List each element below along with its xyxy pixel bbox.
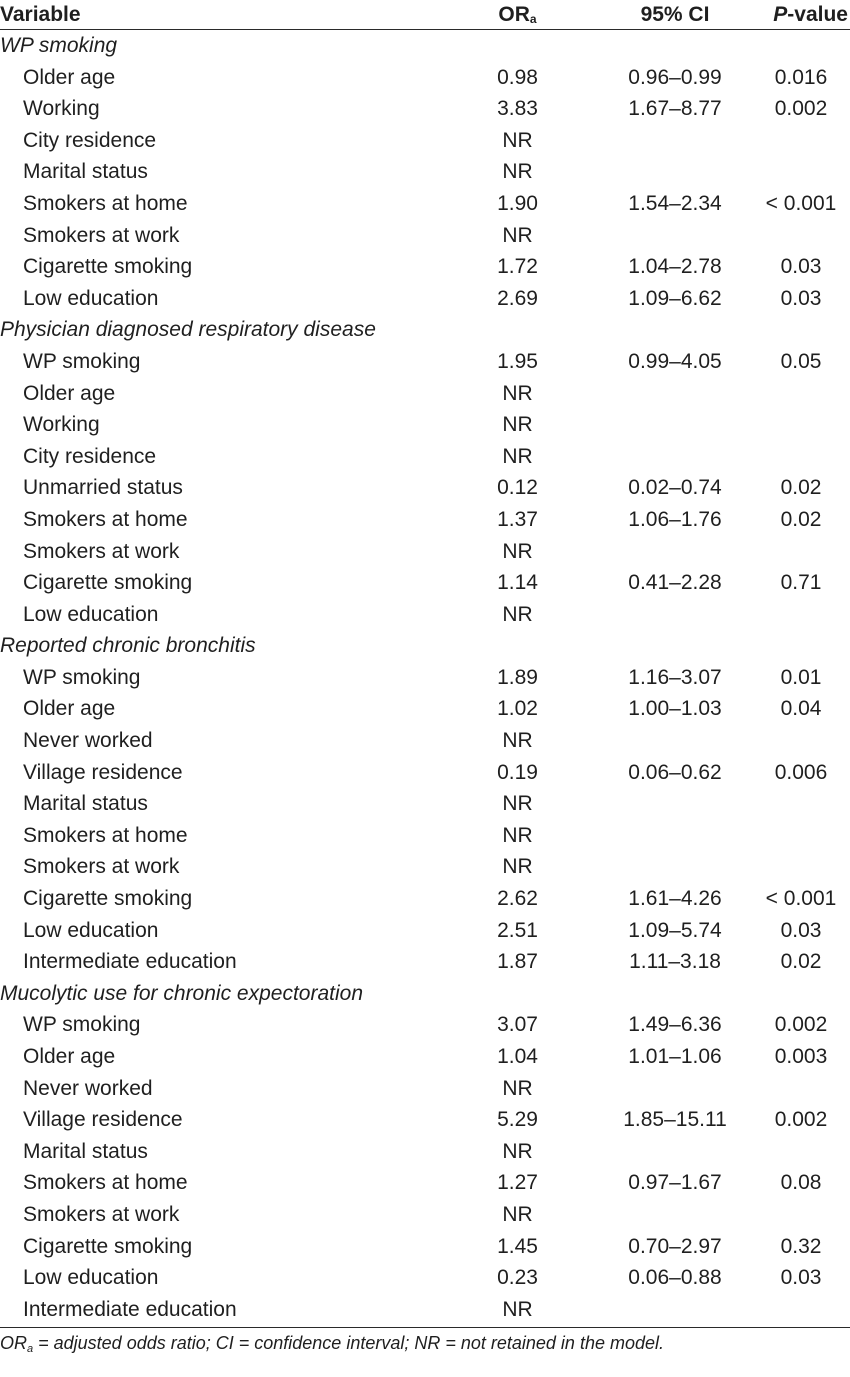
cell-variable: Working [23, 413, 100, 437]
cell-variable: Working [23, 97, 100, 121]
cell-p-value: < 0.001 [765, 191, 837, 215]
table-row [0, 504, 850, 536]
cell-odds-ratio: 1.89 [497, 665, 538, 689]
cell-odds-ratio: 3.83 [497, 97, 538, 121]
cell-odds-ratio: 2.51 [497, 918, 538, 942]
table-row [0, 409, 850, 441]
cell-odds-ratio: 2.69 [497, 286, 538, 310]
cell-odds-ratio: NR [502, 792, 533, 816]
table-row [0, 946, 850, 978]
cell-variable: Smokers at work [23, 855, 180, 879]
cell-variable: Marital status [23, 1139, 148, 1163]
cell-odds-ratio: NR [502, 413, 533, 437]
cell-variable: Low education [23, 602, 159, 626]
table-row [0, 883, 850, 915]
section-title: Mucolytic use for chronic expectoration [0, 981, 363, 1005]
cell-odds-ratio: NR [502, 160, 533, 184]
table-footnote [0, 1330, 850, 1362]
table-row [0, 662, 850, 694]
cell-p-value: 0.05 [780, 349, 822, 373]
table-row [0, 1041, 850, 1073]
cell-odds-ratio: 0.98 [497, 65, 538, 89]
cell-confidence-interval: 1.61–4.26 [628, 887, 722, 911]
cell-variable: WP smoking [23, 665, 141, 689]
header-variable: Variable [0, 3, 81, 26]
table-row [0, 599, 850, 631]
cell-variable: Smokers at home [23, 823, 188, 847]
cell-variable: Village residence [23, 760, 183, 784]
cell-variable: Marital status [23, 160, 148, 184]
cell-confidence-interval: 0.02–0.74 [628, 476, 722, 500]
cell-variable: Low education [23, 918, 159, 942]
cell-odds-ratio: NR [502, 223, 533, 247]
cell-variable: City residence [23, 128, 157, 152]
cell-p-value: 0.03 [780, 255, 822, 279]
cell-p-value: 0.016 [774, 65, 828, 89]
cell-confidence-interval: 0.41–2.28 [628, 571, 722, 595]
cell-confidence-interval: 1.09–5.74 [628, 918, 722, 942]
cell-odds-ratio: 1.14 [497, 571, 538, 595]
table-row [0, 156, 850, 188]
table-row [0, 346, 850, 378]
cell-odds-ratio: 3.07 [497, 1013, 538, 1037]
section-title: WP smoking [0, 34, 118, 57]
cell-odds-ratio: 1.95 [497, 349, 538, 373]
cell-odds-ratio: 0.23 [497, 1266, 538, 1290]
footnote-or-main: OR [0, 1333, 27, 1354]
cell-variable: Low education [23, 1266, 159, 1290]
section-title: Physician diagnosed respiratory disease [0, 318, 376, 342]
cell-p-value: 0.71 [780, 571, 822, 595]
table-bottom-rule [0, 1327, 850, 1328]
cell-odds-ratio: NR [502, 729, 533, 753]
header-confidence-interval: 95% CI [640, 3, 710, 26]
cell-odds-ratio: 1.27 [497, 1171, 538, 1195]
cell-variable: Marital status [23, 792, 148, 816]
cell-p-value: 0.002 [774, 1013, 828, 1037]
cell-p-value: < 0.001 [765, 887, 837, 911]
cell-confidence-interval: 0.99–4.05 [628, 349, 722, 373]
cell-confidence-interval: 1.54–2.34 [628, 191, 722, 215]
cell-odds-ratio: 5.29 [497, 1108, 538, 1132]
table-row [0, 441, 850, 473]
table-row [0, 567, 850, 599]
cell-variable: Unmarried status [23, 476, 183, 500]
table-row [0, 220, 850, 252]
cell-variable: City residence [23, 444, 157, 468]
table-row [0, 62, 850, 94]
table-row [0, 1199, 850, 1231]
table-row [0, 1294, 850, 1326]
header-or-main: OR [498, 3, 530, 26]
cell-odds-ratio: NR [502, 128, 533, 152]
cell-variable: Cigarette smoking [23, 571, 193, 595]
section-heading-row [0, 630, 850, 662]
table-row [0, 283, 850, 315]
cell-confidence-interval: 1.85–15.11 [623, 1108, 727, 1132]
table-row [0, 1262, 850, 1294]
cell-p-value: 0.32 [780, 1234, 822, 1258]
cell-confidence-interval: 0.96–0.99 [628, 65, 722, 89]
section-heading-row [0, 978, 850, 1010]
cell-variable: Cigarette smoking [23, 1234, 193, 1258]
cell-odds-ratio: NR [502, 539, 533, 563]
cell-odds-ratio: 0.12 [497, 476, 538, 500]
cell-confidence-interval: 1.01–1.06 [628, 1045, 722, 1068]
cell-confidence-interval: 1.16–3.07 [628, 665, 722, 689]
cell-variable: Intermediate education [23, 950, 237, 974]
table-row [0, 251, 850, 283]
cell-odds-ratio: NR [502, 444, 533, 468]
cell-odds-ratio: NR [502, 823, 533, 847]
cell-odds-ratio: 1.04 [497, 1045, 538, 1068]
cell-variable: Cigarette smoking [23, 887, 193, 911]
cell-variable: Smokers at work [23, 539, 180, 563]
cell-odds-ratio: 0.19 [497, 760, 538, 784]
cell-odds-ratio: NR [502, 602, 533, 626]
cell-p-value: 0.02 [780, 950, 822, 974]
cell-variable: Smokers at home [23, 1171, 188, 1195]
cell-variable: Never worked [23, 729, 153, 753]
cell-confidence-interval: 1.67–8.77 [628, 97, 722, 121]
table-row [0, 1104, 850, 1136]
cell-p-value: 0.08 [780, 1171, 822, 1195]
cell-p-value: 0.02 [780, 507, 822, 531]
cell-confidence-interval: 0.97–1.67 [628, 1171, 722, 1195]
cell-odds-ratio: 1.02 [497, 697, 538, 721]
cell-variable: Older age [23, 381, 116, 405]
header-odds-ratio [440, 0, 595, 34]
cell-confidence-interval: 1.11–3.18 [629, 950, 721, 974]
cell-variable: Older age [23, 65, 116, 89]
cell-odds-ratio: 1.45 [497, 1234, 538, 1258]
cell-variable: Cigarette smoking [23, 255, 193, 279]
cell-odds-ratio: 1.90 [497, 191, 538, 215]
table-row [0, 1009, 850, 1041]
cell-variable: Village residence [23, 1108, 183, 1132]
table-row [0, 125, 850, 157]
cell-confidence-interval: 1.49–6.36 [628, 1013, 722, 1037]
table-row [0, 188, 850, 220]
cell-variable: Smokers at work [23, 1202, 180, 1226]
cell-odds-ratio: NR [502, 1076, 533, 1100]
cell-p-value: 0.006 [774, 760, 828, 784]
table-row [0, 378, 850, 410]
table-row [0, 472, 850, 504]
cell-variable: Smokers at work [23, 223, 180, 247]
table-row [0, 1167, 850, 1199]
cell-variable: Older age [23, 1045, 116, 1068]
table-row [0, 93, 850, 125]
footnote-or-subscript: a [27, 1343, 34, 1356]
cell-confidence-interval: 0.70–2.97 [628, 1234, 722, 1258]
cell-odds-ratio: NR [502, 1202, 533, 1226]
table-row [0, 757, 850, 789]
cell-p-value: 0.03 [780, 1266, 822, 1290]
cell-p-value: 0.04 [780, 697, 822, 721]
cell-p-value: 0.002 [774, 1108, 828, 1132]
cell-variable: Older age [23, 697, 116, 721]
cell-variable: Intermediate education [23, 1297, 237, 1321]
cell-variable: Never worked [23, 1076, 153, 1100]
cell-confidence-interval: 0.06–0.62 [628, 760, 722, 784]
cell-odds-ratio: 1.72 [497, 255, 538, 279]
cell-confidence-interval: 1.09–6.62 [628, 286, 722, 310]
cell-odds-ratio: NR [502, 1297, 533, 1321]
cell-odds-ratio: 1.87 [497, 950, 538, 974]
section-heading-row [0, 314, 850, 346]
table-row [0, 1136, 850, 1168]
cell-p-value: 0.02 [780, 476, 822, 500]
table-row [0, 725, 850, 757]
section-heading-row [0, 30, 850, 62]
table-row [0, 851, 850, 883]
table-row [0, 693, 850, 725]
cell-confidence-interval: 1.00–1.03 [628, 697, 722, 721]
table-row [0, 1231, 850, 1263]
cell-variable: Smokers at home [23, 191, 188, 215]
cell-variable: Low education [23, 286, 159, 310]
cell-odds-ratio: NR [502, 855, 533, 879]
table-row [0, 536, 850, 568]
cell-variable: WP smoking [23, 349, 141, 373]
cell-variable: WP smoking [23, 1013, 141, 1037]
table-header-row [0, 0, 850, 30]
table-row [0, 820, 850, 852]
cell-p-value: 0.002 [774, 97, 828, 121]
cell-p-value: 0.01 [780, 665, 822, 689]
section-title: Reported chronic bronchitis [0, 634, 256, 658]
cell-p-value: 0.03 [780, 918, 822, 942]
header-p-italic: P [773, 3, 788, 26]
cell-p-value: 0.003 [774, 1045, 828, 1068]
cell-confidence-interval: 0.06–0.88 [628, 1266, 722, 1290]
header-p-value [740, 0, 848, 29]
table-row [0, 1073, 850, 1105]
cell-odds-ratio: NR [502, 381, 533, 405]
table-row [0, 788, 850, 820]
footnote-text: = adjusted odds ratio; CI = confidence interval; NR = not retained in the model. [33, 1333, 664, 1354]
cell-confidence-interval: 1.06–1.76 [628, 507, 722, 531]
header-or-subscript: a [529, 12, 537, 26]
cell-p-value: 0.03 [780, 286, 822, 310]
cell-odds-ratio: 2.62 [497, 887, 538, 911]
table-body [0, 30, 850, 1325]
cell-odds-ratio: NR [502, 1139, 533, 1163]
header-p-rest: -value [787, 3, 848, 26]
cell-confidence-interval: 1.04–2.78 [628, 255, 722, 279]
cell-variable: Smokers at home [23, 507, 188, 531]
table-row [0, 915, 850, 947]
cell-odds-ratio: 1.37 [497, 507, 538, 531]
